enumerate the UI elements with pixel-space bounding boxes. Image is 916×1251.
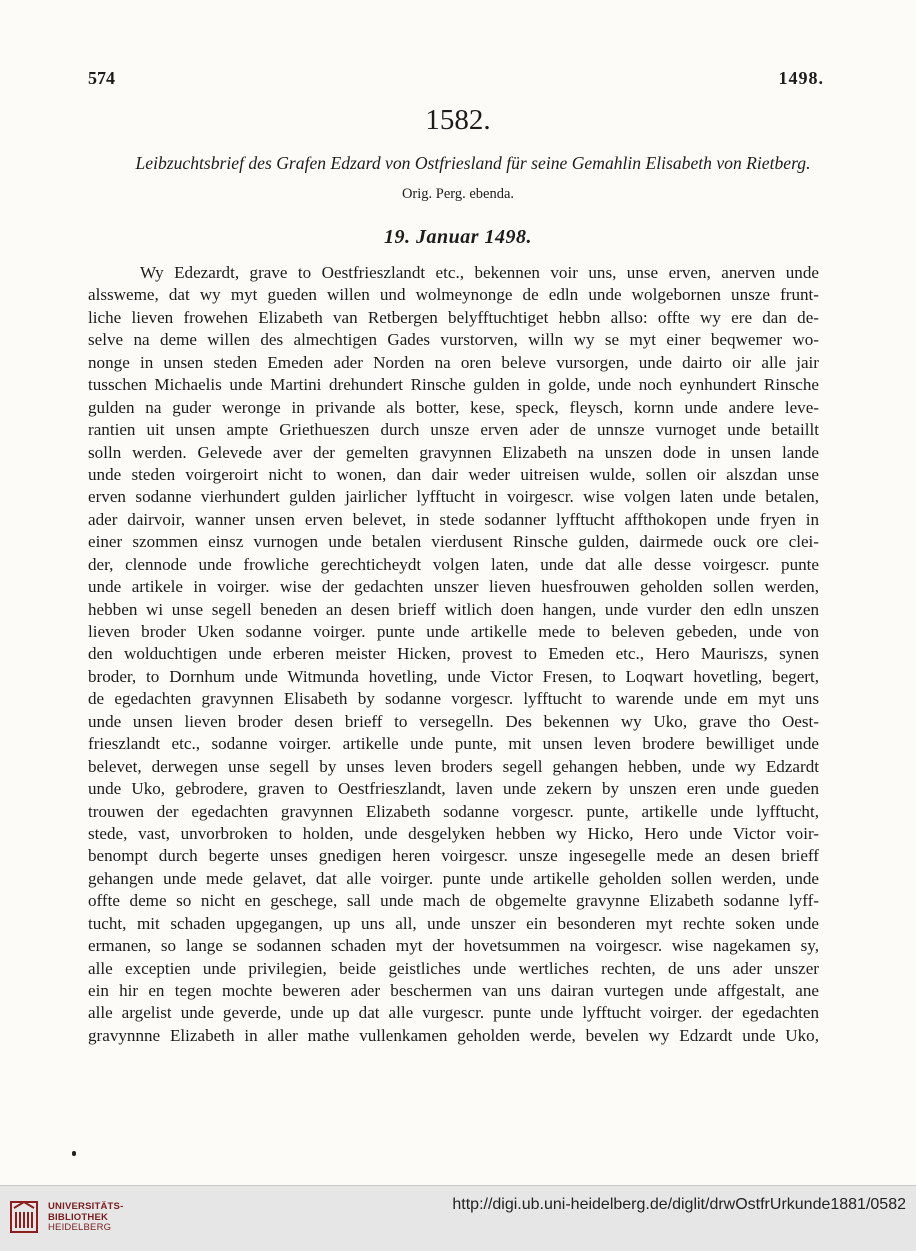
body-line: erven sodanne vierhundert gulden jairlicher lyfftucht in voirgescr. wise volgen laten unde betalen, <box>88 487 819 507</box>
body-line: einer szommen einsz vurnogen unde betalen vierdusent Rinsche gulden, dairmede ouck ore clei- <box>88 532 819 552</box>
page-number: 574 <box>88 68 115 88</box>
body-line: unde unsen lieven broder desen brieff to versegelln. Des bekennen wy Uko, grave tho Oest- <box>88 711 819 731</box>
logo-line-1: UNIVERSITÄTS- <box>48 1201 124 1212</box>
document-title: Leibzuchtsbrief des Grafen Edzard von Ostfriesland für seine Gemahlin Elisabeth von Rietberg. <box>135 153 811 173</box>
body-line: rantien uit unsen ampte Griethueszen durch unsze erven ader de unnsze vurnoget unde betaillt <box>88 420 819 440</box>
body-line: alle argelist unde geverde, unde up dat alle vurgescr. punte unde lyfftucht voirger. der egedachten <box>88 1003 819 1023</box>
document-number: 1582. <box>425 104 491 136</box>
body-line: unde steden voirgeroirt nicht to wonen, dan dair weder uitreisen wulde, sollen oir alszdan unse <box>88 464 819 484</box>
body-line: de egedachten gravynnen Elisabeth by sodanne vorgescr. lyfftucht to warende unde em myt uns <box>88 689 819 709</box>
body-line: frieszlandt etc., sodanne voirger. artikelle unde punte, mit unsen leven brodere bewilliget unde <box>88 734 819 754</box>
logo-line-2: BIBLIOTHEK <box>48 1211 109 1223</box>
body-line: ein hir en tegen mochte beweren ader beschermen van uns dairan vurtegen unde affgestalt, ane <box>88 981 819 1000</box>
library-name <box>48 1202 123 1234</box>
body-line: tucht, mit schaden upgegangen, up uns all, unde unszer ein besonderen myt rechte soken unde <box>88 913 819 933</box>
running-year: 1498. <box>778 68 824 88</box>
body-line: broder, to Dornhum unde Witmunda hovetling, unde Victor Fresen, to Loqwart hovetling, begert, <box>88 666 819 686</box>
body-line: unde artikele in voirger. wise der gedachten unszer lieven huesfrouwen geholden sollen werden, <box>88 577 819 597</box>
body-line: benompt durch begerte unses gnedigen heren voirgescr. unsze ingesegelle mede an desen brieff <box>88 846 819 866</box>
body-line: belevet, derwegen unse segell by unses leven broders segell gehangen hebben, unde wy Edzardt <box>88 756 819 776</box>
body-line: lieven broder Uken sodanne voirger. punte unde artikelle mede to beleven gebeden, unde von <box>88 622 819 641</box>
body-line: ermanen, so lange se sodannen schaden myt der hovetsummen na voirgescr. wise nagekamen sy, <box>88 936 819 956</box>
body-line: ader dairvoir, wanner unsen erven belevet, in stede sodanner lyfftucht affthokopen unde fryen in <box>88 509 819 529</box>
body-line: Wy Edezardt, grave to Oestfrieszlandt etc., bekennen voir uns, unse erven, anerven unde <box>140 263 819 282</box>
body-line: gulden na guder weronge in privande als botter, kese, speck, fleysch, kornn unde andere leve- <box>88 397 819 417</box>
body-line: trouwen der egedachten gravynnen Elizabeth sodanne vorgescr. punte, artikelle unde lyfftucht, <box>88 801 819 821</box>
body-line: gravynnne Elizabeth in aller mathe vullenkamen geholden werde, bevelen wy Edzardt unde Uko, <box>88 1025 819 1045</box>
body-line: nonge in unsen steden Emeden ader Norden na oren beleve vursorgen, unde dairto oir alle jair <box>88 352 819 372</box>
permalink-url[interactable]: http://digi.ub.uni-heidelberg.de/diglit/drwOstfrUrkunde1881/0582 <box>452 1196 906 1213</box>
body-line: der, clennode unde frowliche gerechticheydt volgen laten, unde dat alle desse voirgescr. punte <box>88 554 819 574</box>
library-seal-icon <box>10 1196 40 1236</box>
running-header <box>88 68 824 92</box>
body-line: solln werden. Gelevede aver der gemelten gravynnen Elizabeth na unszen dode in unsen lande <box>88 442 819 462</box>
body-line: alle exceptien unde privilegien, beide geistliches unde wertliches rechten, de uns ader unszer <box>88 958 819 978</box>
margin-mark <box>72 1151 76 1156</box>
body-line: alssweme, dat wy myt gueden willen und wolmeynonge de edln unde wolgebornen unsze frunt- <box>88 285 819 305</box>
body-line: liche lieven frowehen Elizabeth van Retbergen belyfftuchtiget hebbn allso: offte wy ere dan de- <box>88 307 819 327</box>
body-line: gehangen unde mede gelavet, dat alle voirger. punte unde artikelle geholden sollen werden, unde <box>88 868 819 888</box>
body-line: offte deme so nicht en geschege, sall unde mach de obgemelte gravynne Elizabeth sodanne lyff- <box>88 891 819 911</box>
logo-line-3: HEIDELBERG <box>48 1222 112 1233</box>
body-line: selve na deme willen des almechtigen Gades vurstorven, willn wy se myt einer beqwemer wo- <box>88 330 819 350</box>
body-line: den wolduchtigen unde erberen meister Hicken, provest to Emeden etc., Hero Mauriszs, synen <box>88 644 819 664</box>
body-line: hebben wi unse segell beneden an desen brieff witlich doen hangen, unde vurder den edln unszen <box>88 599 819 619</box>
body-line: tusschen Michaelis unde Martini drehundert Rinsche gulden in golde, unde noch eynhundert Rinsche <box>88 375 819 395</box>
document-body <box>88 262 819 1047</box>
body-line: stede, vast, unvorbroken to holden, unde desgelyken hebben wy Hicko, Hero unde Victor voir- <box>88 823 819 843</box>
document-date: 19. Januar 1498. <box>383 226 533 248</box>
body-line: unde Uko, gebrodere, graven to Oestfrieszlandt, laven unde zekern by unszen eren unde gueden <box>88 779 819 799</box>
document-source: Orig. Perg. ebenda. <box>401 186 515 202</box>
viewer-footer <box>0 1185 916 1251</box>
library-logo[interactable] <box>10 1196 145 1240</box>
